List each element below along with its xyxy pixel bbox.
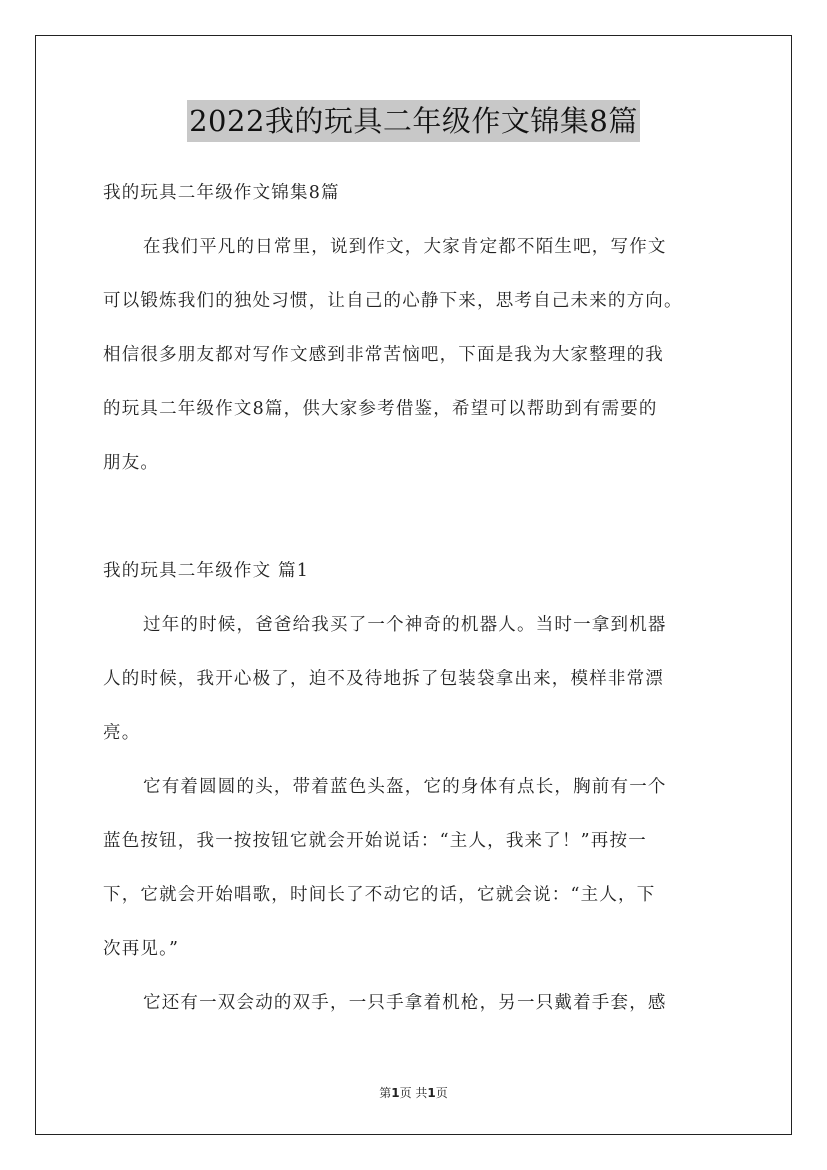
footer-page-prefix: 第: [379, 1086, 392, 1100]
document-body: [103, 166, 727, 1030]
intro-line: 朋友。: [103, 453, 160, 473]
footer-page-suffix: 页: [435, 1086, 448, 1100]
page-footer: [0, 1084, 827, 1101]
paragraph-line: 它还有一双会动的双手，一只手拿着机枪，另一只戴着手套，感: [143, 993, 667, 1013]
section-spacer: [103, 490, 727, 544]
paragraph-line: 亮。: [103, 723, 141, 743]
footer-page-mid: 页 共: [399, 1086, 428, 1100]
intro-line: 的玩具二年级作文8篇，供大家参考借鉴，希望可以帮助到有需要的: [103, 399, 658, 419]
paragraph-line: 过年的时候，爸爸给我买了一个神奇的机器人。当时一拿到机器: [143, 615, 667, 635]
paragraph-line: 下，它就会开始唱歌，时间长了不动它的话，它就会说：“主人，下: [103, 885, 656, 905]
footer-page-total: 1: [427, 1086, 436, 1100]
document-subtitle: 我的玩具二年级作文锦集8篇: [103, 183, 340, 203]
paragraph-line: 人的时候，我开心极了，迫不及待地拆了包装袋拿出来，模样非常漂: [103, 669, 664, 689]
intro-line: 相信很多朋友都对写作文感到非常苦恼吧，下面是我为大家整理的我: [103, 345, 664, 365]
paragraph-line: 它有着圆圆的头，带着蓝色头盔，它的身体有点长，胸前有一个: [143, 777, 667, 797]
intro-line: 在我们平凡的日常里，说到作文，大家肯定都不陌生吧，写作文: [143, 237, 667, 257]
footer-page-number: 1: [391, 1086, 400, 1100]
paragraph-line: 蓝色按钮，我一按按钮它就会开始说话：“主人，我来了！”再按一: [103, 831, 647, 851]
paragraph-line: 次再见。”: [103, 939, 180, 959]
intro-line: 可以锻炼我们的独处习惯，让自己的心静下来，思考自己未来的方向。: [103, 291, 683, 311]
document-title: 2022我的玩具二年级作文锦集8篇: [187, 100, 640, 142]
section-heading: 我的玩具二年级作文 篇1: [103, 561, 310, 581]
title-container: [0, 100, 827, 142]
